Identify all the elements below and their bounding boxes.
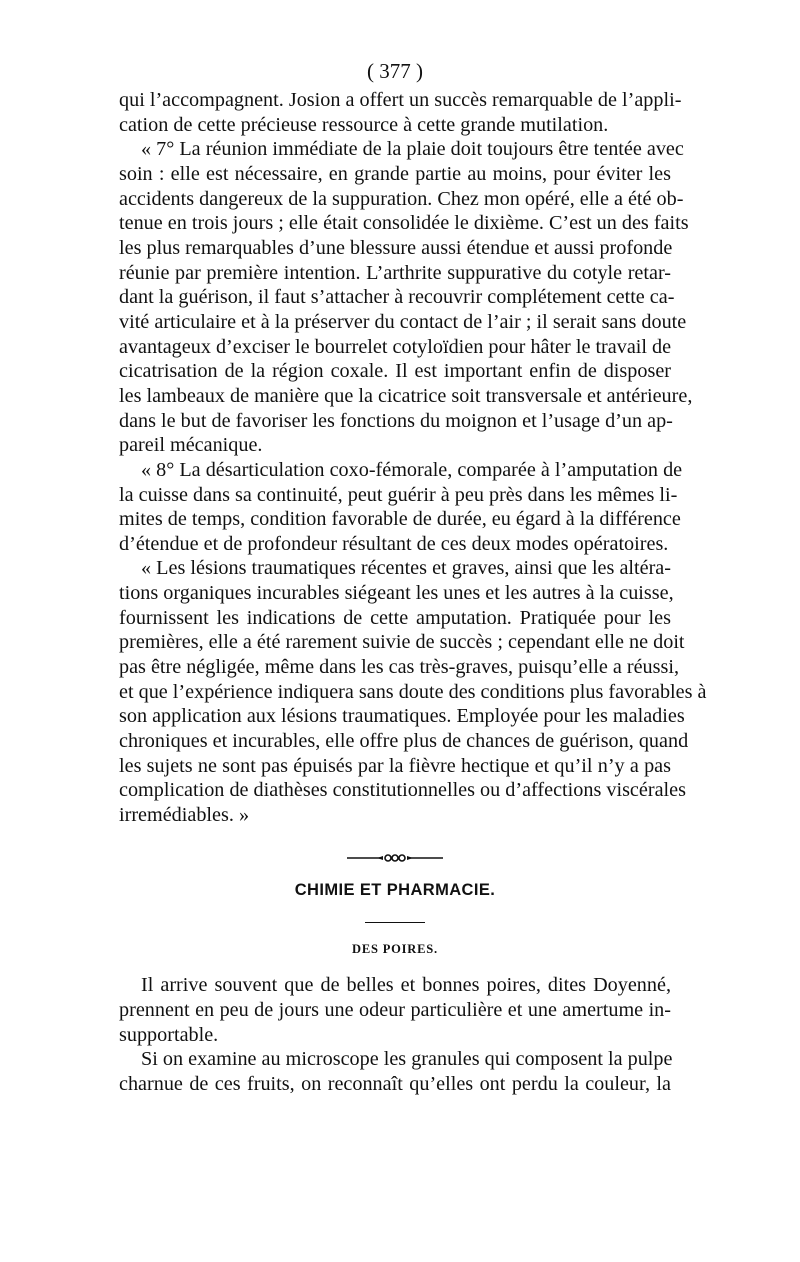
text-line: cicatrisation de la région coxale. Il est important enfin de disposer <box>119 360 671 383</box>
document-page <box>119 58 707 1097</box>
text-line: réunie par première intention. L’arthrite suppurative du cotyle retar- <box>119 261 671 284</box>
text-line: cation de cette précieuse ressource à cette grande mutilation. <box>119 113 609 136</box>
text-line: chroniques et incurables, elle offre plus de chances de guérison, quand <box>119 730 689 753</box>
text-line: d’étendue et de profondeur résultant de ces deux modes opératoires. <box>119 532 669 555</box>
text-line: les plus remarquables d’une blessure aussi étendue et aussi profonde <box>119 236 673 259</box>
page-number: ( 377 ) <box>367 59 423 83</box>
text-line: Il arrive souvent que de belles et bonnes poires, dites Doyenné, <box>141 974 671 997</box>
text-line: complication de diathèses constitutionnelles ou d’affections viscérales <box>119 779 686 802</box>
text-line: tenue en trois jours ; elle était consolidée le dixième. C’est un des faits <box>119 212 689 235</box>
text-line: les sujets ne sont pas épuisés par la fièvre hectique et qu’il n’y a pas <box>119 754 671 777</box>
ornament-divider <box>347 850 443 860</box>
text-line: qui l’accompagnent. Josion a offert un succès remarquable de l’appli- <box>119 89 682 111</box>
text-line: supportable. <box>119 1023 219 1046</box>
sub-title: DES POIRES. <box>352 942 438 957</box>
text-line: fournissent les indications de cette amputation. Pratiquée pour les <box>119 606 671 629</box>
section-title: CHIMIE ET PHARMACIE. <box>294 880 496 899</box>
text-line: pas être négligée, même dans les cas très-graves, puisqu’elle a réussi, <box>119 656 679 679</box>
text-line: prennent en peu de jours une odeur particulière et une amertume in- <box>119 998 671 1021</box>
text-line: soin : elle est nécessaire, en grande partie au moins, pour éviter les <box>119 162 671 185</box>
text-line: les lambeaux de manière que la cicatrice soit transversale et antérieure, <box>119 384 693 407</box>
text-line: premières, elle a été rarement suivie de succès ; cependant elle ne doit <box>119 631 685 654</box>
text-line: dans le but de favoriser les fonctions du moignon et l’usage d’un ap- <box>119 409 673 432</box>
text-line: Si on examine au microscope les granules qui composent la pulpe <box>141 1048 673 1071</box>
body-text-lower <box>119 973 671 1096</box>
paragraph <box>119 137 693 458</box>
text-line: « Les lésions traumatiques récentes et graves, ainsi que les altéra- <box>141 557 671 580</box>
body-text-upper <box>119 88 707 828</box>
text-line: avantageux d’exciser le bourrelet cotyloïdien pour hâter le travail de <box>119 335 672 358</box>
text-line: vité articulaire et à la préserver du contact de l’air ; il serait sans doute <box>119 310 687 333</box>
paragraph <box>119 88 682 137</box>
text-line: « 7° La réunion immédiate de la plaie doit toujours être tentée avec <box>141 138 684 161</box>
text-line: son application aux lésions traumatiques. Employée pour les maladies <box>119 705 685 728</box>
title-rule <box>365 922 425 924</box>
text-line: et que l’expérience indiquera sans doute des conditions plus favorables à <box>119 680 707 703</box>
paragraph <box>119 556 707 827</box>
text-line: pareil mécanique. <box>119 434 263 457</box>
ornament-icon <box>347 853 443 863</box>
text-line: dant la guérison, il faut s’attacher à recouvrir complétement cette ca- <box>119 286 675 309</box>
text-line: mites de temps, condition favorable de durée, eu égard à la différence <box>119 508 681 531</box>
text-line: la cuisse dans sa continuité, peut guérir à peu près dans les mêmes li- <box>119 483 678 506</box>
text-line: tions organiques incurables siégeant les unes et les autres à la cuisse, <box>119 582 674 605</box>
text-line: accidents dangereux de la suppuration. Chez mon opéré, elle a été ob- <box>119 187 684 210</box>
text-line: « 8° La désarticulation coxo-fémorale, comparée à l’amputation de <box>141 458 683 481</box>
paragraph <box>119 1047 671 1096</box>
paragraph <box>119 458 683 557</box>
text-line: irremédiables. » <box>119 804 250 827</box>
text-line: charnue de ces fruits, on reconnaît qu’elles ont perdu la couleur, la <box>119 1072 671 1095</box>
paragraph <box>119 973 671 1047</box>
